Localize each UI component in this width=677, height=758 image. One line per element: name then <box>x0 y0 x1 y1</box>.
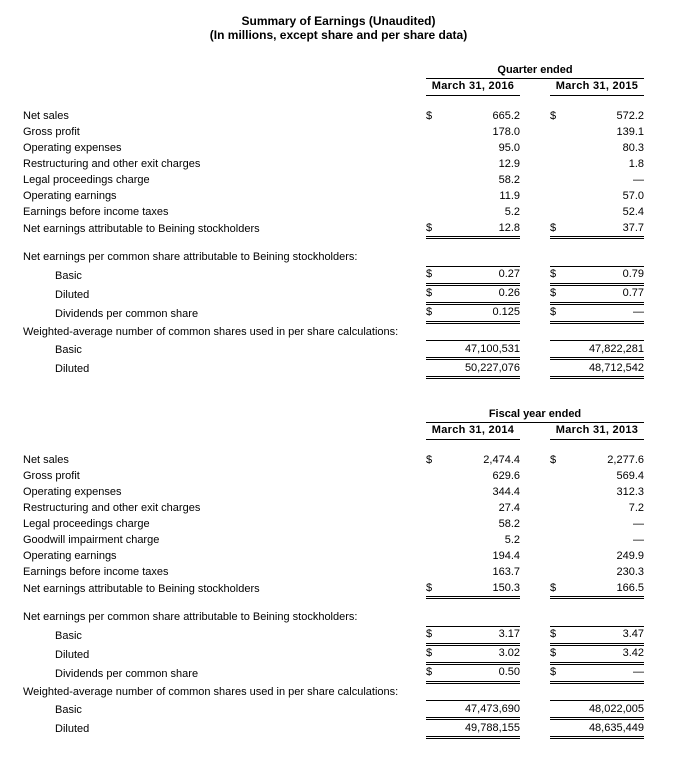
cell-value: 5.2 <box>504 205 520 218</box>
currency-symbol: $ <box>550 663 566 682</box>
spacer-cell <box>23 238 644 250</box>
currency-symbol <box>550 484 566 500</box>
column-gap <box>520 108 550 124</box>
cell-value: 5.2 <box>504 533 520 546</box>
date-header-row <box>23 422 644 440</box>
currency-symbol: $ <box>426 303 442 322</box>
column-gap <box>520 156 550 172</box>
cell-value: 2,474.4 <box>483 453 520 466</box>
currency-symbol: $ <box>426 284 442 303</box>
table-row <box>23 156 644 172</box>
currency-symbol <box>550 172 566 188</box>
table-row <box>23 172 644 188</box>
currency-symbol <box>426 172 442 188</box>
currency-symbol <box>426 188 442 204</box>
title-block <box>0 0 677 42</box>
cell-value: 344.4 <box>492 485 520 498</box>
section-header-label: Net earnings per common share attributable to Beining stockholders: <box>23 611 358 623</box>
header-spacer <box>23 422 426 440</box>
table-row <box>23 140 644 156</box>
currency-symbol <box>426 564 442 580</box>
page-subtitle: (In millions, except share and per share data) <box>209 28 468 42</box>
cell-value: 95.0 <box>498 141 520 154</box>
cell-value: 0.50 <box>442 663 520 682</box>
section-header-row <box>23 609 644 626</box>
cell-value: 3.02 <box>442 644 520 663</box>
row-label: Operating expenses <box>23 485 122 498</box>
row-label: Basic <box>55 269 82 282</box>
cell-value: 47,100,531 <box>442 341 520 359</box>
table-row <box>23 341 644 359</box>
column-gap <box>520 532 550 548</box>
currency-symbol: $ <box>426 266 442 284</box>
row-label: Diluted <box>55 648 90 661</box>
cell-value: — <box>633 517 644 530</box>
row-label: Operating earnings <box>23 549 117 562</box>
column-gap <box>520 220 550 238</box>
cell-value: 569.4 <box>616 469 644 482</box>
column-gap <box>520 341 550 359</box>
cell-value: 49,788,155 <box>442 719 520 738</box>
spacer-row <box>23 96 644 109</box>
column-gap <box>520 548 550 564</box>
spacer-row <box>23 598 644 610</box>
column-header: March 31, 2016 <box>426 78 520 96</box>
column-gap <box>520 124 550 140</box>
row-label: Gross profit <box>23 469 80 482</box>
section-header-row <box>23 249 644 266</box>
table-row <box>23 719 644 738</box>
currency-symbol: $ <box>426 626 442 644</box>
cell-value: 0.79 <box>566 266 644 284</box>
row-label: Restructuring and other exit charges <box>23 157 201 170</box>
row-label: Basic <box>55 344 82 356</box>
column-header: March 31, 2015 <box>550 78 644 96</box>
header-spacer <box>23 78 426 96</box>
cell-value: 48,635,449 <box>566 719 644 738</box>
currency-symbol <box>426 204 442 220</box>
currency-symbol <box>426 484 442 500</box>
row-label: Legal proceedings charge <box>23 173 150 186</box>
row-label: Diluted <box>55 288 90 301</box>
cell-value: — <box>633 533 644 546</box>
period-header-row <box>23 62 644 78</box>
table-row <box>23 701 644 719</box>
currency-symbol <box>426 548 442 564</box>
cell-value: — <box>566 303 644 322</box>
header-spacer <box>23 62 426 78</box>
fiscal-earnings-table <box>23 406 644 739</box>
row-label: Dividends per common share <box>55 667 199 680</box>
cell-value: 1.8 <box>628 157 644 170</box>
cell-value: 47,822,281 <box>566 341 644 359</box>
currency-symbol <box>550 204 566 220</box>
cell-value: 312.3 <box>616 485 644 498</box>
currency-symbol: $ <box>550 626 566 644</box>
row-label: Basic <box>55 629 82 642</box>
tables-host <box>0 62 677 739</box>
cell-value: 629.6 <box>492 469 520 482</box>
table-row <box>23 452 644 468</box>
cell-value: 150.3 <box>442 580 520 598</box>
spacer-row <box>23 238 644 250</box>
row-label: Legal proceedings charge <box>23 517 150 530</box>
section-header-row <box>23 682 644 701</box>
cell-value: 3.47 <box>566 626 644 644</box>
table-row <box>23 468 644 484</box>
table-row <box>23 188 644 204</box>
cell-value: 37.7 <box>566 220 644 238</box>
table-row <box>23 484 644 500</box>
currency-symbol: $ <box>550 220 566 238</box>
table-row <box>23 204 644 220</box>
row-label: Operating earnings <box>23 189 117 202</box>
currency-symbol: $ <box>550 284 566 303</box>
column-gap <box>520 719 550 738</box>
currency-symbol <box>426 468 442 484</box>
spacer-row <box>23 440 644 453</box>
currency-symbol <box>550 500 566 516</box>
table-row <box>23 644 644 663</box>
currency-symbol <box>426 516 442 532</box>
currency-symbol <box>426 532 442 548</box>
currency-symbol <box>550 564 566 580</box>
row-label: Diluted <box>55 363 90 375</box>
currency-symbol: $ <box>550 580 566 598</box>
currency-symbol <box>426 701 442 719</box>
section-header-label: Net earnings per common share attributable to Beining stockholders: <box>23 251 358 263</box>
currency-symbol <box>550 468 566 484</box>
cell-value: 139.1 <box>616 125 644 138</box>
table-row <box>23 532 644 548</box>
currency-symbol <box>550 341 566 359</box>
date-header-row <box>23 78 644 96</box>
currency-symbol <box>426 359 442 378</box>
currency-symbol: $ <box>550 644 566 663</box>
cell-value: 50,227,076 <box>442 359 520 378</box>
column-gap <box>520 172 550 188</box>
cell-value: 58.2 <box>498 517 520 530</box>
column-gap <box>520 266 550 284</box>
section-header-label: Weighted-average number of common shares used in per share calculations: <box>23 685 399 698</box>
currency-symbol: $ <box>426 580 442 598</box>
cell-value: 0.26 <box>442 284 520 303</box>
currency-symbol <box>426 341 442 359</box>
column-gap <box>520 626 550 644</box>
column-gap <box>520 359 550 378</box>
column-gap <box>520 484 550 500</box>
row-label: Earnings before income taxes <box>23 205 169 218</box>
quarter-table-body <box>23 62 644 378</box>
column-gap <box>520 644 550 663</box>
currency-symbol: $ <box>426 663 442 682</box>
cell-value: 249.9 <box>616 549 644 562</box>
period-header-row <box>23 406 644 422</box>
cell-value: 665.2 <box>492 109 520 122</box>
column-gap <box>520 78 550 96</box>
section-header-label: Weighted-average number of common shares used in per share calculations: <box>23 325 399 338</box>
spacer-cell <box>23 598 644 610</box>
row-label: Net earnings attributable to Beining stockholders <box>23 223 260 235</box>
currency-symbol <box>426 500 442 516</box>
currency-symbol <box>550 701 566 719</box>
table-row <box>23 284 644 303</box>
currency-symbol: $ <box>550 303 566 322</box>
column-gap <box>520 516 550 532</box>
cell-value: 3.42 <box>566 644 644 663</box>
row-label: Net sales <box>23 453 69 466</box>
currency-symbol <box>550 188 566 204</box>
header-spacer <box>23 406 426 422</box>
row-label: Net sales <box>23 109 69 122</box>
column-header: March 31, 2013 <box>550 422 644 440</box>
column-gap <box>520 701 550 719</box>
currency-symbol <box>426 156 442 172</box>
section-header-row <box>23 322 644 341</box>
cell-value: 58.2 <box>498 173 520 186</box>
spacer-cell <box>23 440 644 453</box>
row-label: Earnings before income taxes <box>23 565 169 578</box>
cell-value: 12.8 <box>442 220 520 238</box>
currency-symbol <box>550 359 566 378</box>
cell-value: 48,712,542 <box>566 359 644 378</box>
cell-value: 11.9 <box>499 189 520 202</box>
currency-symbol <box>426 719 442 738</box>
period-header-label: Fiscal year ended <box>426 406 644 422</box>
currency-symbol: $ <box>426 109 433 122</box>
row-label: Basic <box>55 704 82 716</box>
cell-value: 2,277.6 <box>607 453 644 466</box>
currency-symbol <box>550 548 566 564</box>
table-row <box>23 663 644 682</box>
cell-value: 47,473,690 <box>442 701 520 719</box>
currency-symbol: $ <box>426 644 442 663</box>
cell-value: — <box>566 663 644 682</box>
currency-symbol: $ <box>550 453 557 466</box>
table-row <box>23 124 644 140</box>
column-gap <box>520 284 550 303</box>
column-gap <box>520 422 550 440</box>
row-label: Gross profit <box>23 125 80 138</box>
row-label: Dividends per common share <box>55 307 199 320</box>
table-row <box>23 220 644 238</box>
currency-symbol <box>550 516 566 532</box>
currency-symbol <box>426 140 442 156</box>
table-row <box>23 500 644 516</box>
cell-value: 194.4 <box>492 549 520 562</box>
quarter-earnings-table <box>23 62 644 379</box>
column-gap <box>520 452 550 468</box>
cell-value: 0.27 <box>442 266 520 284</box>
currency-symbol: $ <box>550 266 566 284</box>
cell-value: 52.4 <box>622 205 644 218</box>
table-row <box>23 564 644 580</box>
cell-value: 12.9 <box>498 157 520 170</box>
currency-symbol <box>550 140 566 156</box>
row-label: Net earnings attributable to Beining stockholders <box>23 583 260 595</box>
table-row <box>23 359 644 378</box>
column-gap <box>520 500 550 516</box>
cell-value: — <box>633 173 644 186</box>
column-gap <box>520 188 550 204</box>
cell-value: 178.0 <box>492 125 520 138</box>
currency-symbol <box>426 124 442 140</box>
table-row <box>23 580 644 598</box>
cell-value: 0.77 <box>566 284 644 303</box>
cell-value: 166.5 <box>566 580 644 598</box>
column-header: March 31, 2014 <box>426 422 520 440</box>
row-label: Restructuring and other exit charges <box>23 501 201 514</box>
column-gap <box>520 140 550 156</box>
table-row <box>23 548 644 564</box>
table-row <box>23 626 644 644</box>
table-row <box>23 108 644 124</box>
column-gap <box>520 663 550 682</box>
cell-value: 0.125 <box>442 303 520 322</box>
column-gap <box>520 564 550 580</box>
currency-symbol: $ <box>426 453 433 466</box>
currency-symbol <box>550 719 566 738</box>
column-gap <box>520 204 550 220</box>
cell-value: 230.3 <box>616 565 644 578</box>
page-title: Summary of Earnings (Unaudited) <box>241 14 436 28</box>
cell-value: 163.7 <box>492 565 520 578</box>
table-row <box>23 266 644 284</box>
cell-value: 80.3 <box>622 141 644 154</box>
fiscal-table-body <box>23 406 644 738</box>
currency-symbol: $ <box>426 220 442 238</box>
spacer-cell <box>23 96 644 109</box>
currency-symbol <box>550 156 566 172</box>
currency-symbol <box>550 124 566 140</box>
table-row <box>23 516 644 532</box>
cell-value: 7.2 <box>628 501 644 514</box>
column-gap <box>520 303 550 322</box>
row-label: Goodwill impairment charge <box>23 533 160 546</box>
cell-value: 27.4 <box>498 501 520 514</box>
column-gap <box>520 580 550 598</box>
column-gap <box>520 468 550 484</box>
cell-value: 3.17 <box>442 626 520 644</box>
currency-symbol <box>550 532 566 548</box>
table-row <box>23 303 644 322</box>
period-header-label: Quarter ended <box>426 62 644 78</box>
row-label: Operating expenses <box>23 141 122 154</box>
currency-symbol: $ <box>550 109 557 122</box>
cell-value: 57.0 <box>622 189 644 202</box>
row-label: Diluted <box>55 723 90 735</box>
cell-value: 572.2 <box>616 109 644 122</box>
cell-value: 48,022,005 <box>566 701 644 719</box>
